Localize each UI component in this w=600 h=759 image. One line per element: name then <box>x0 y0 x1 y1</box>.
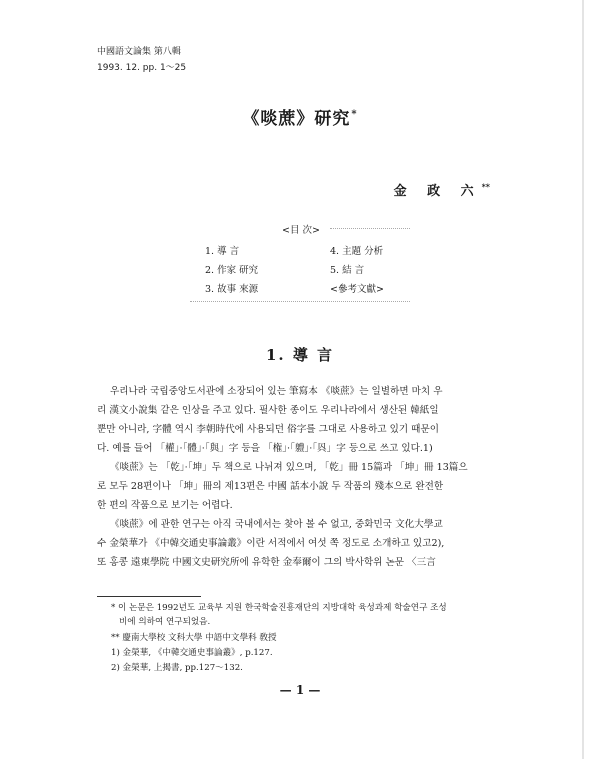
toc-item-1: 1. 導 言 <box>205 246 240 257</box>
paper-title <box>0 104 600 129</box>
body-line: 한 편의 작품으로 보기는 어렵다. <box>97 500 233 511</box>
toc-item-2: 2. 作家 研究 <box>205 265 259 276</box>
author-name: 金 政 六 <box>393 184 482 199</box>
journal-name: 中國語文論集 第八輯 <box>97 47 181 57</box>
toc-item-3: 3. 故事 來源 <box>205 284 259 295</box>
footnote-line: ** 慶南大學校 文科大學 中語中文學科 敎授 <box>111 633 277 643</box>
body-line: 《啖蔗》는 「乾」·「坤」두 책으로 나뉘져 있으며, 「乾」冊 15篇과 「坤」冊 13篇으 <box>110 462 468 473</box>
toc-bottom-dotted-rule <box>190 301 410 302</box>
body-line: 수 金榮華가 《中韓交通史事論叢》이란 서적에서 여섯 쪽 정도로 소개하고 있고2), <box>97 538 445 549</box>
toc-item-references: <參考文獻> <box>330 284 384 295</box>
toc-item-5: 5. 結 言 <box>330 265 365 276</box>
footnote-line: * 이 논문은 1992년도 교육부 지원 한국학술진흥재단의 지방대학 육성과제 학술연구 조성 <box>111 603 447 613</box>
author-footnote-mark: ** <box>481 181 490 192</box>
paper-title-text: 《啖蔗》研究 <box>242 109 351 129</box>
body-line: 《啖蔗》에 관한 연구는 아직 국내에서는 찾아 볼 수 없고, 중화민국 文化大學교 <box>110 519 443 530</box>
body-line: 뿐만 아니라, 字體 역시 李朝時代에 사용되던 俗字를 그대로 사용하고 있기 때문이 <box>97 424 439 435</box>
footnote-line: 비에 의하여 연구되었음. <box>119 617 211 627</box>
page-number: — 1 — <box>279 683 321 697</box>
body-line: 다. 예를 들어 「權」·「體」·「與」字 등을 「権」·「軆」·「㒷」字 등으로 쓰고 있다.1) <box>97 443 433 454</box>
footnote-rule <box>97 596 201 597</box>
toc-item-4: 4. 主題 分析 <box>330 246 384 257</box>
title-footnote-mark: * <box>351 109 358 121</box>
section-heading: 1. 導 言 <box>265 346 335 364</box>
body-line: 로 모두 28편이나 「坤」冊의 제13편은 中國 話本小說 두 작품의 殘本으로 완전한 <box>97 481 444 492</box>
body-line: 또 홍콩 遠東學院 中國文史研究所에 유학한 金奉爾이 그의 박사학위 논문 〈三言 <box>97 557 436 568</box>
body-line: 리 漢文小說集 같은 인상을 주고 있다. 필사한 종이도 우리나라에서 생산된 韓紙일 <box>97 405 439 416</box>
author <box>394 180 490 199</box>
body-line: 우리나라 국립중앙도서관에 소장되어 있는 筆寫本 《啖蔗》는 일별하면 마치 우 <box>110 386 443 397</box>
footnote-line: 2) 金榮華, 上揭書, pp.127～132. <box>111 663 243 673</box>
journal-issue: 1993. 12. pp. 1～25 <box>97 63 187 73</box>
footnote-line: 1) 金榮華, 《中韓交通史事論叢》, p.127. <box>111 648 273 658</box>
toc-heading: <目 次> <box>282 225 320 236</box>
toc-top-dotted-rule <box>330 228 410 229</box>
